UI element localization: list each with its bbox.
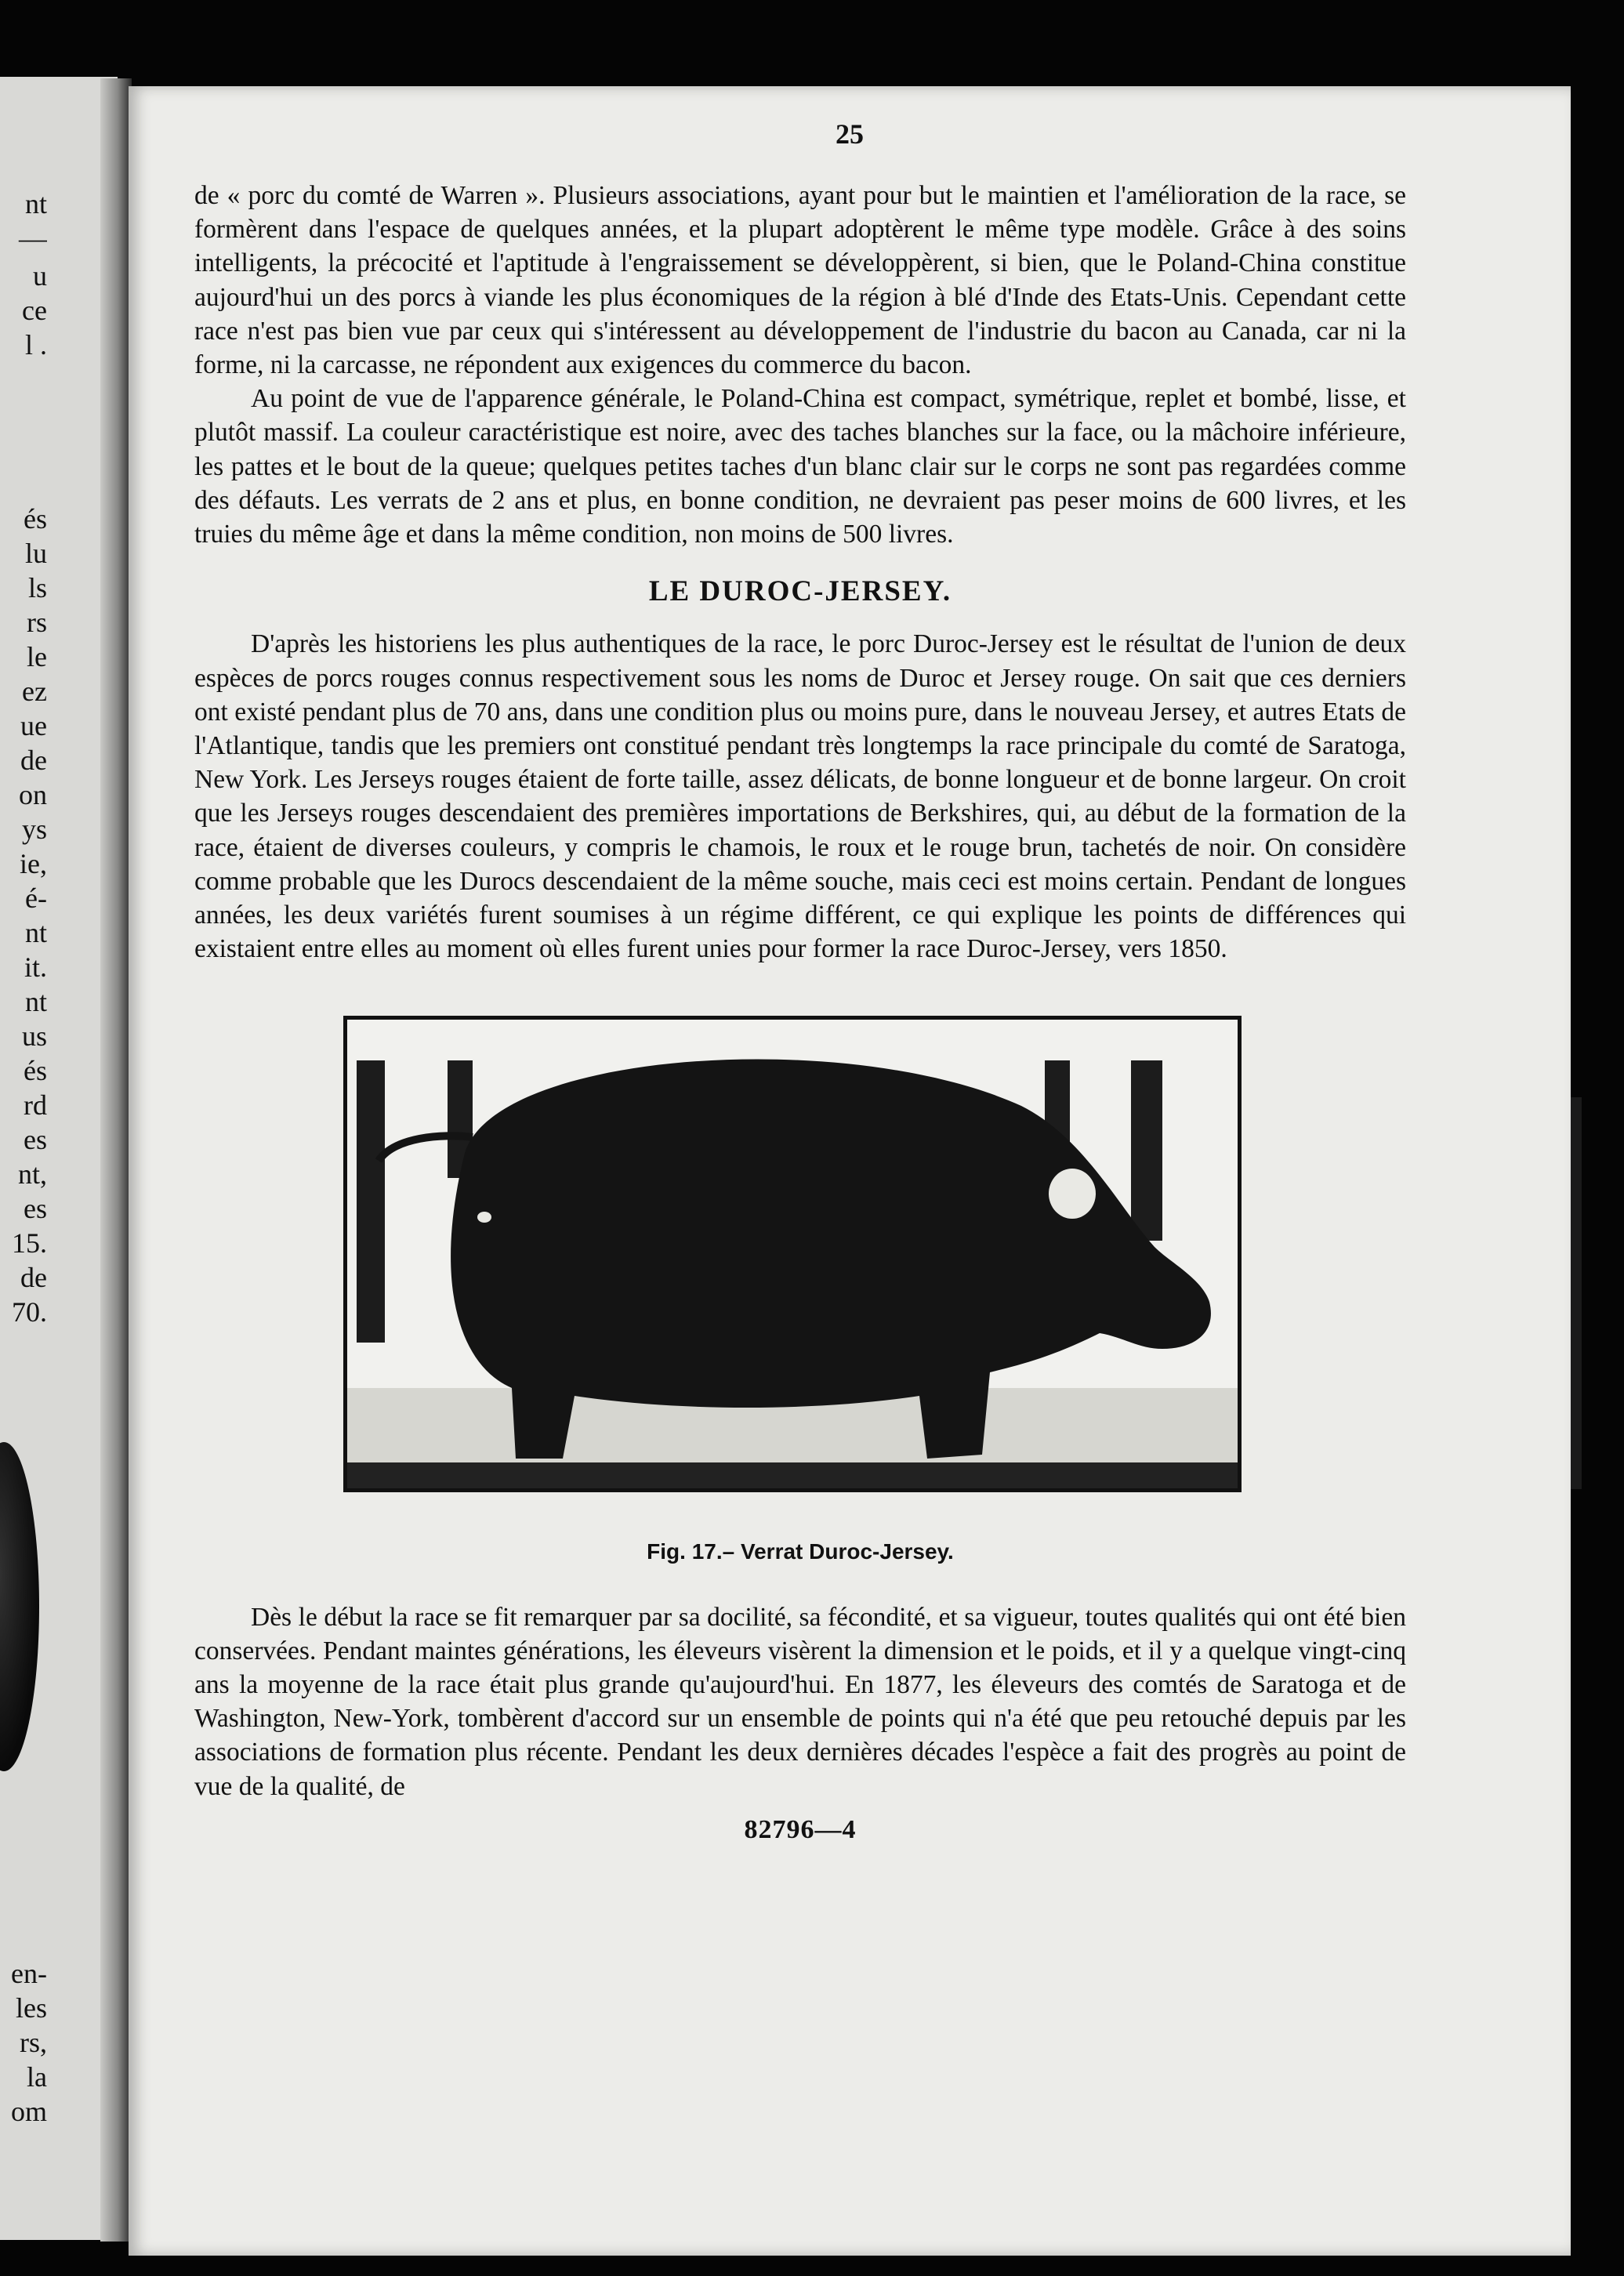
page-number: 25 [836,118,864,150]
left-page-fragment: ue [20,710,47,741]
left-page-text-fragments [0,0,118,2276]
left-page-fragment: 70. [12,1296,47,1328]
left-page-fragment: nt [24,986,47,1017]
photo-bottom-shadow [347,1462,1238,1488]
fence-post-left [357,1060,385,1343]
duroc-jersey-boar-illustration [347,1020,1238,1488]
left-page-fragment: ys [21,814,47,845]
section-heading: LE DUROC-JERSEY. [648,575,952,608]
left-page-fragment: om [10,2096,47,2127]
left-page-fragment: lu [24,538,47,569]
left-page-fragment: en- [11,1958,47,1989]
printer-signature-mark: 82796—4 [744,1814,857,1844]
left-page-fragment: ie, [20,848,47,879]
left-page-fragment: l . [24,329,47,361]
paragraph: de « porc du comté de Warren ». Plusieurs associations, ayant pour but le maintien et l'amélioration de la race, se formèrent dans l'espace de quelques années, et la plupart adoptèrent le même type modèle. Grâce à des soins intelligents, la précocité et l'aptitude à l'engraissement se développèrent, si bien, que le Poland-China constitue aujourd'hui un des porcs à viande les plus économiques de la région à blé d'Inde des Etats-Unis. Cependant cette race n'est pas bien vue par ceux qui s'intéressent au développement de l'industrie du bacon au Canada, car ni la forme, ni la carcasse, ne répondent aux exigences du commerce du bacon. [194,181,1406,380]
pig-highlight [477,1212,491,1223]
left-page-fragment: ce [22,295,47,326]
page-content [194,179,1406,1847]
left-page-fragment: rs, [20,2027,47,2058]
fence-post-right-2 [1131,1060,1162,1241]
left-page-fragment: — [19,223,47,254]
left-page-fragment: nt [24,917,47,948]
left-page-fragment: nt [24,188,47,219]
left-page-fragment: ls [27,572,47,603]
left-page-fragment: es [24,1124,47,1155]
left-page-fragment: le [27,641,47,672]
left-page-fragment: rd [24,1089,47,1121]
left-page-fragment: us [21,1020,47,1052]
paragraph: Au point de vue de l'apparence générale, le Poland-China est compact, symétrique, replet et bombé, lisse, et plutôt massif. La couleur caractéristique est noire, avec des taches blanches sur la face, ou la mâchoire inférieure, les pattes et le bout de la queue; quelques petites taches d'un blanc clair sur le corps ne sont pas regardées comme des défauts. Les verrats de 2 ans et plus, en bonne condition, ne devraient pas peser moins de 600 livres, et les truies du même âge et dans la même condition, non moins de 500 livres. [194,384,1406,549]
figure-caption: Fig. 17.– Verrat Duroc-Jersey. [647,1539,954,1564]
paragraph: Dès le début la race se fit remarquer par sa docilité, sa fécondité, et sa vigueur, toutes qualités qui ont été bien conservées. Pendant maintes générations, les éleveurs visèrent la dimension et le poids, et il y a quelque vingt-cinq ans la moyenne de la race était plus grande qu'aujourd'hui. En 1877, les éleveurs des comtés de Saratoga et de Washington, New-York, tombèrent d'accord sur un ensemble de points qui n'a été que peu retouché depuis par les associations de formation plus récente. Pendant les deux dernières décades l'espèce a fait des progrès au point de vue de la qualité, de [194,1602,1406,1801]
left-page-fragment: les [16,1992,47,2024]
right-edge-tab [1571,1097,1582,1489]
left-page-fragment: és [24,1055,47,1086]
paragraph: D'après les historiens les plus authentiques de la race, le porc Duroc-Jersey est le résultat de l'union de deux espèces de porcs rouges connus respectivement sous les noms de Duroc et Jersey rouge. On sait que ces derniers ont existé pendant plus de 70 ans, dans une condition plus ou moins pure, dans le nouveau Jersey, et autres Etats de l'Atlantique, tandis que les premiers ont constitué pendant très longtemps la race principale du comté de Saratoga, New York. Les Jerseys rouges étaient de forte taille, assez délicats, de bonne longueur et de bonne largeur. On croit que les Jerseys rouges descendaient des premières importations de Berkshires, qui, au début de la formation de la race, étaient de diverses couleurs, y compris le chamois, le roux et le rouge brun, tachetés de noir. On considère comme probable que les Durocs descendaient de la même souche, mais ceci est moins certain. Pendant de longues années, les deux variétés furent soumises à un régime différent, ce qui explique les points de différences qui existaient entre elles au moment où elles furent unies pour former la race Duroc-Jersey, vers 1850. [194,629,1406,964]
figure-photo [343,1016,1242,1492]
left-page-fragment: on [19,779,47,810]
left-page-fragment: rs [27,607,47,638]
left-page-fragment: és [24,503,47,535]
left-page-fragment: é- [25,882,47,914]
page [129,86,1571,2256]
pig-ear-tag [1049,1169,1096,1219]
left-page-fragment: es [24,1193,47,1224]
left-page-fragment: de [20,1262,47,1293]
figure [194,1016,1406,1495]
left-page-fragment: u [33,260,47,292]
left-page-fragment: it. [24,951,47,983]
left-page-fragment: de [20,745,47,776]
left-page-fragment: ez [22,676,47,707]
left-page-fragment: nt, [17,1158,47,1190]
left-page-fragment: 15. [12,1227,47,1259]
left-page-fragment: la [27,2061,47,2093]
